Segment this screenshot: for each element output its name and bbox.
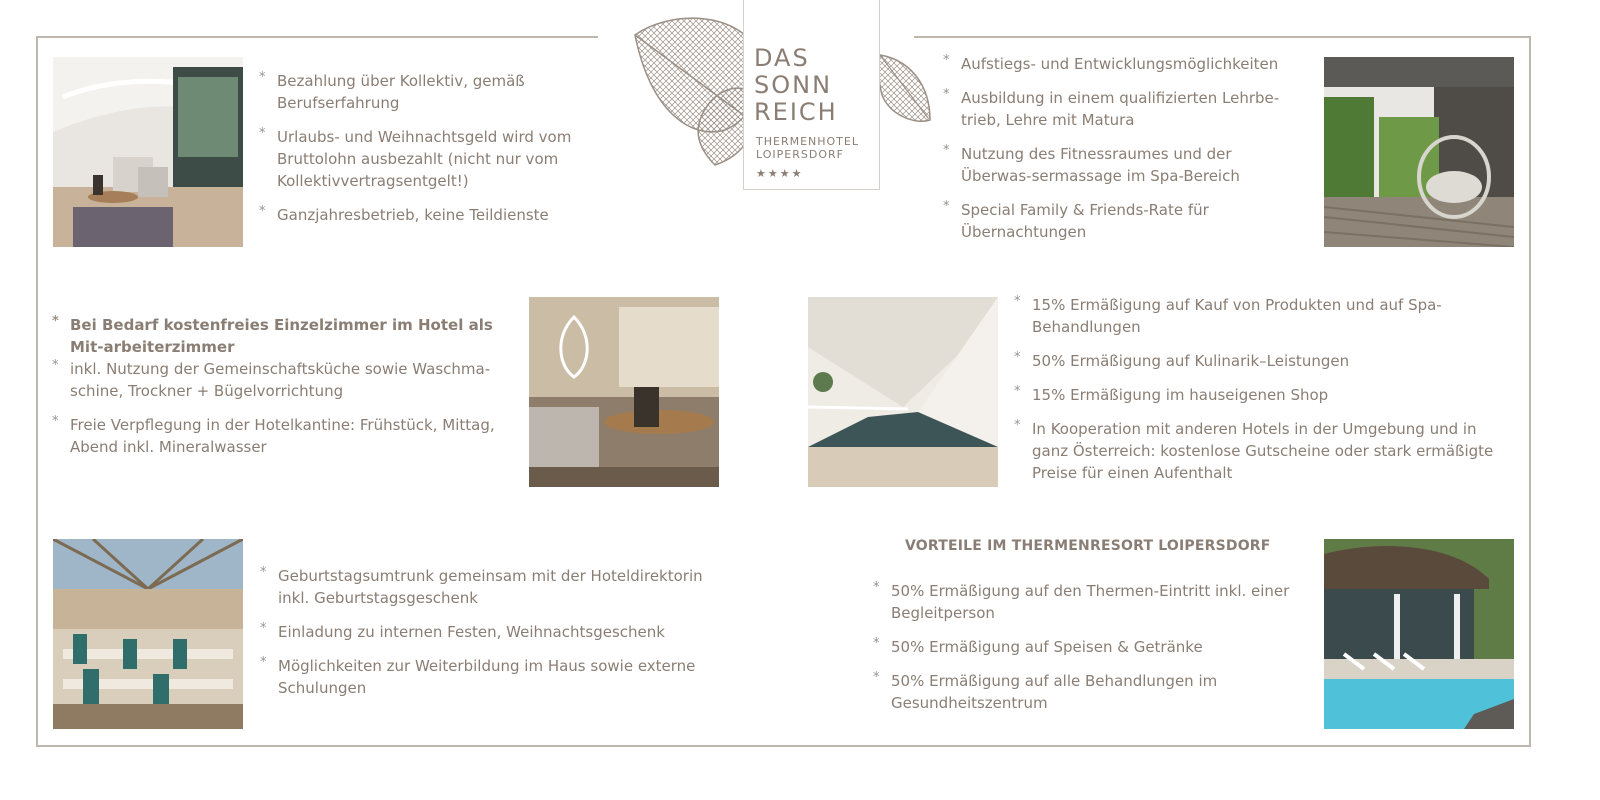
benefits-list-resort xyxy=(873,580,1313,726)
logo-word-sonn: SONN xyxy=(754,71,833,99)
benefits-list-career xyxy=(943,53,1303,255)
bullet-asterisk-icon: * xyxy=(873,636,880,651)
bullet-asterisk-icon: * xyxy=(259,126,266,141)
logo-stars: ★★★★ xyxy=(756,167,804,180)
bullet-asterisk-icon: * xyxy=(1014,294,1021,309)
bullet-asterisk-icon: * xyxy=(943,53,950,68)
bullet-asterisk-icon: * xyxy=(52,414,59,429)
list-item: * Aufstiegs- und Entwicklungsmöglichkeiten xyxy=(943,53,1303,75)
photo-outdoor-pool xyxy=(1324,539,1514,729)
list-item: * 50% Ermäßigung auf Speisen & Getränke xyxy=(873,636,1313,658)
benefits-list-discounts xyxy=(1014,294,1504,496)
list-item: * Bezahlung über Kollektiv, gemäß Berufserfahrung xyxy=(259,70,589,114)
list-item: * Special Family & Friends-Rate für Übernachtungen xyxy=(943,199,1303,243)
logo-word-das: DAS xyxy=(754,44,810,72)
bullet-asterisk-icon: * xyxy=(1014,384,1021,399)
logo-sub-thermenhotel: THERMENHOTEL xyxy=(756,135,859,148)
photo-room xyxy=(529,297,719,487)
logo-word-reich: REICH xyxy=(754,98,838,126)
list-item: * 50% Ermäßigung auf den Thermen-Eintritt inkl. einer Begleitperson xyxy=(873,580,1313,624)
bullet-asterisk-icon: * xyxy=(1014,418,1021,433)
list-item: * Möglichkeiten zur Weiterbildung im Haus sowie externe Schulungen xyxy=(260,655,720,699)
benefits-list-salary xyxy=(259,70,589,238)
list-item: * Geburtstagsumtrunk gemeinsam mit der Hoteldirektorin inkl. Geburtstagsgeschenk xyxy=(260,565,720,609)
resort-benefits-heading: VORTEILE IM THERMENRESORT LOIPERSDORF xyxy=(905,538,1271,554)
photo-pool xyxy=(808,297,998,487)
bullet-asterisk-icon: * xyxy=(260,621,267,636)
bullet-asterisk-icon: * xyxy=(52,314,59,329)
photo-lounge xyxy=(53,57,243,247)
benefits-list-events xyxy=(260,565,720,711)
bullet-asterisk-icon: * xyxy=(259,70,266,85)
logo-sub-loipersdorf: LOIPERSDORF xyxy=(756,148,844,161)
list-item: * inkl. Nutzung der Gemeinschaftsküche sowie Waschma-schine, Trockner + Bügelvorrichtung xyxy=(52,358,512,402)
list-item: * Freie Verpflegung in der Hotelkantine: Frühstück, Mittag, Abend inkl. Mineralwasser xyxy=(52,414,512,458)
list-item: * Bei Bedarf kostenfreies Einzelzimmer im Hotel als Mit-arbeiterzimmer xyxy=(52,314,512,358)
list-item: * Urlaubs- und Weihnachtsgeld wird vom Bruttolohn ausbezahlt (nicht nur vom Kollektivvertragsentgelt!) xyxy=(259,126,589,192)
bullet-asterisk-icon: * xyxy=(873,670,880,685)
bullet-asterisk-icon: * xyxy=(259,204,266,219)
bullet-asterisk-icon: * xyxy=(1014,350,1021,365)
list-item: * 50% Ermäßigung auf alle Behandlungen im Gesundheitszentrum xyxy=(873,670,1313,714)
bullet-asterisk-icon: * xyxy=(873,580,880,595)
list-item: * In Kooperation mit anderen Hotels in der Umgebung und in ganz Österreich: kostenlose Gutscheine oder stark ermäßigte Preise für einen Aufenthalt xyxy=(1014,418,1504,484)
list-item: * Einladung zu internen Festen, Weihnachtsgeschenk xyxy=(260,621,720,643)
photo-restaurant xyxy=(53,539,243,729)
bullet-asterisk-icon: * xyxy=(943,87,950,102)
bullet-asterisk-icon: * xyxy=(943,143,950,158)
bullet-asterisk-icon: * xyxy=(943,199,950,214)
list-item: * 50% Ermäßigung auf Kulinarik–Leistungen xyxy=(1014,350,1504,372)
bullet-asterisk-icon: * xyxy=(260,655,267,670)
photo-terrace xyxy=(1324,57,1514,247)
list-item: * Ausbildung in einem qualifizierten Lehrbe-trieb, Lehre mit Matura xyxy=(943,87,1303,131)
benefits-list-housing xyxy=(52,314,512,470)
list-item: * Nutzung des Fitnessraumes und der Überwas-sermassage im Spa-Bereich xyxy=(943,143,1303,187)
list-item: * 15% Ermäßigung im hauseigenen Shop xyxy=(1014,384,1504,406)
bullet-asterisk-icon: * xyxy=(260,565,267,580)
list-item: * Ganzjahresbetrieb, keine Teildienste xyxy=(259,204,589,226)
list-item: * 15% Ermäßigung auf Kauf von Produkten und auf Spa-Behandlungen xyxy=(1014,294,1504,338)
bullet-asterisk-icon: * xyxy=(52,358,59,373)
